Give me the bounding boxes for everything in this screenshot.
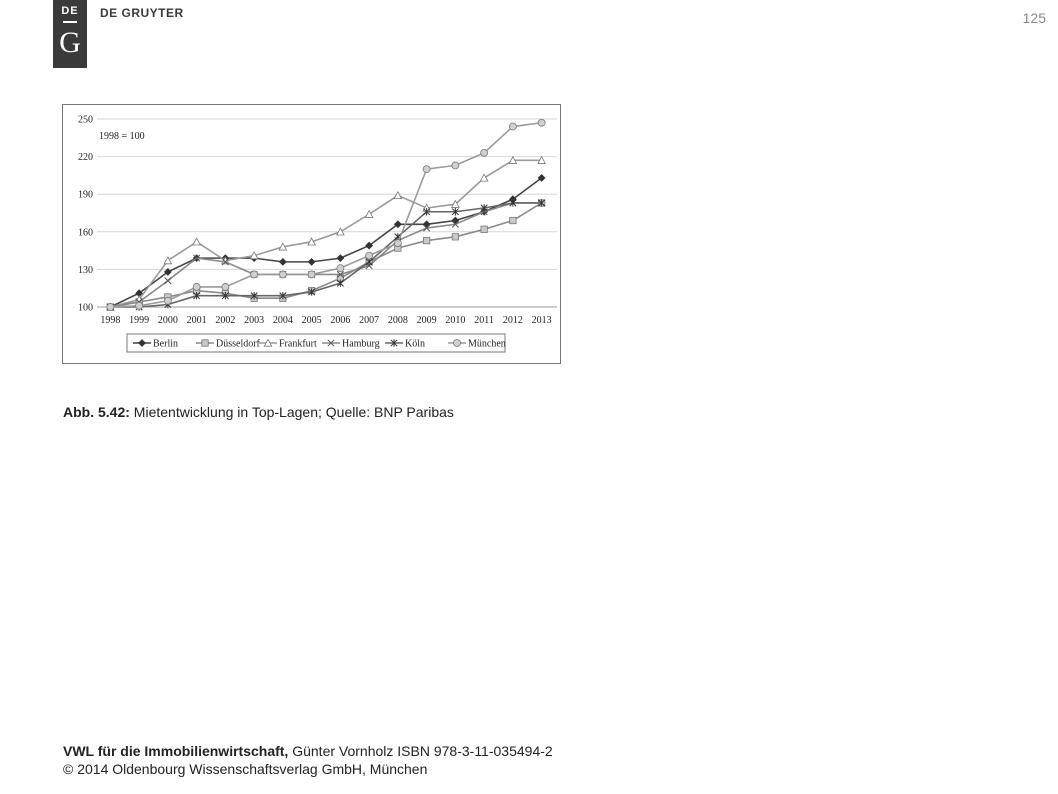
legend-label-muenchen: München (468, 338, 506, 350)
point-muenchen-2013 (538, 119, 545, 126)
point-duesseldorf-2009 (423, 237, 429, 243)
point-duesseldorf-2011 (481, 226, 487, 232)
legend-label-berlin: Berlin (153, 338, 178, 350)
point-muenchen-2010 (452, 162, 459, 169)
page-number: 125 (1022, 10, 1046, 26)
x-tick-label-2010: 2010 (445, 315, 466, 326)
point-muenchen-2011 (481, 149, 488, 156)
logo-bar (63, 21, 77, 23)
point-frankfurt-2007 (365, 211, 372, 218)
legend-label-koeln: Köln (405, 338, 425, 350)
legend-marker-duesseldorf (202, 340, 208, 346)
copyright-line: © 2014 Oldenbourg Wissenschaftsverlag GmbH, München (63, 761, 428, 777)
publisher-name: DE GRUYTER (100, 6, 184, 20)
caption-text: Mietentwicklung in Top-Lagen; Quelle: BNP Paribas (129, 404, 454, 420)
x-tick-label-2011: 2011 (474, 315, 494, 326)
footer-line-1 (63, 742, 553, 760)
point-duesseldorf-2010 (452, 234, 458, 240)
point-muenchen-2000 (164, 297, 171, 304)
x-tick-label-2012: 2012 (502, 315, 523, 326)
legend-label-frankfurt: Frankfurt (279, 338, 317, 350)
y-tick-label-100: 100 (78, 302, 93, 314)
point-duesseldorf-2012 (510, 217, 516, 223)
point-frankfurt-2008 (394, 192, 401, 199)
point-berlin-2006 (337, 255, 343, 261)
point-muenchen-2002 (222, 283, 229, 290)
point-frankfurt-2011 (480, 174, 487, 181)
point-muenchen-2012 (509, 123, 516, 130)
legend-label-duesseldorf: Düsseldorf (216, 338, 260, 350)
point-muenchen-2003 (251, 271, 258, 278)
rent-line-chart (63, 105, 560, 363)
page-footer (63, 742, 553, 778)
x-tick-label-2013: 2013 (531, 315, 552, 326)
book-title: VWL für die Immobilienwirtschaft, (63, 743, 289, 759)
x-tick-label-1998: 1998 (100, 315, 121, 326)
x-tick-label-2008: 2008 (387, 315, 408, 326)
x-tick-label-2002: 2002 (215, 315, 236, 326)
author-isbn: Günter Vornholz ISBN 978-3-11-035494-2 (288, 743, 553, 759)
point-muenchen-2001 (193, 283, 200, 290)
logo-g-text: G (59, 26, 81, 59)
point-berlin-2005 (308, 259, 314, 265)
point-berlin-2004 (280, 259, 286, 265)
point-muenchen-2007 (366, 252, 373, 259)
point-berlin-2009 (423, 221, 429, 227)
x-tick-label-2004: 2004 (272, 315, 293, 326)
y-tick-label-130: 130 (78, 264, 93, 276)
y-tick-label-250: 250 (78, 114, 93, 126)
legend-label-hamburg: Hamburg (342, 338, 380, 350)
x-tick-label-2006: 2006 (330, 315, 351, 326)
point-frankfurt-2000 (164, 257, 171, 264)
publisher-logo (53, 0, 87, 68)
x-tick-label-2009: 2009 (416, 315, 437, 326)
y-tick-label-220: 220 (78, 152, 93, 164)
point-hamburg-2000 (165, 277, 171, 283)
x-tick-label-1999: 1999 (129, 315, 150, 326)
y-tick-label-160: 160 (78, 227, 93, 239)
x-tick-label-2003: 2003 (244, 315, 265, 326)
caption-label: Abb. 5.42: (63, 404, 130, 420)
chart-annotation: 1998 = 100 (99, 131, 145, 142)
x-tick-label-2005: 2005 (301, 315, 322, 326)
y-tick-label-190: 190 (78, 189, 93, 201)
point-muenchen-2009 (423, 166, 430, 173)
legend-marker-muenchen (454, 340, 461, 347)
x-tick-label-2007: 2007 (359, 315, 380, 326)
x-tick-label-2001: 2001 (186, 315, 207, 326)
point-muenchen-1999 (136, 302, 143, 309)
point-frankfurt-2001 (193, 238, 200, 245)
point-muenchen-1998 (107, 304, 114, 311)
point-muenchen-2008 (394, 240, 401, 247)
point-muenchen-2005 (308, 271, 315, 278)
chart-frame (62, 104, 561, 364)
point-muenchen-2006 (337, 265, 344, 272)
point-muenchen-2004 (279, 271, 286, 278)
figure-caption (63, 404, 454, 420)
x-tick-label-2000: 2000 (157, 315, 178, 326)
logo-de-text: DE (61, 5, 79, 17)
